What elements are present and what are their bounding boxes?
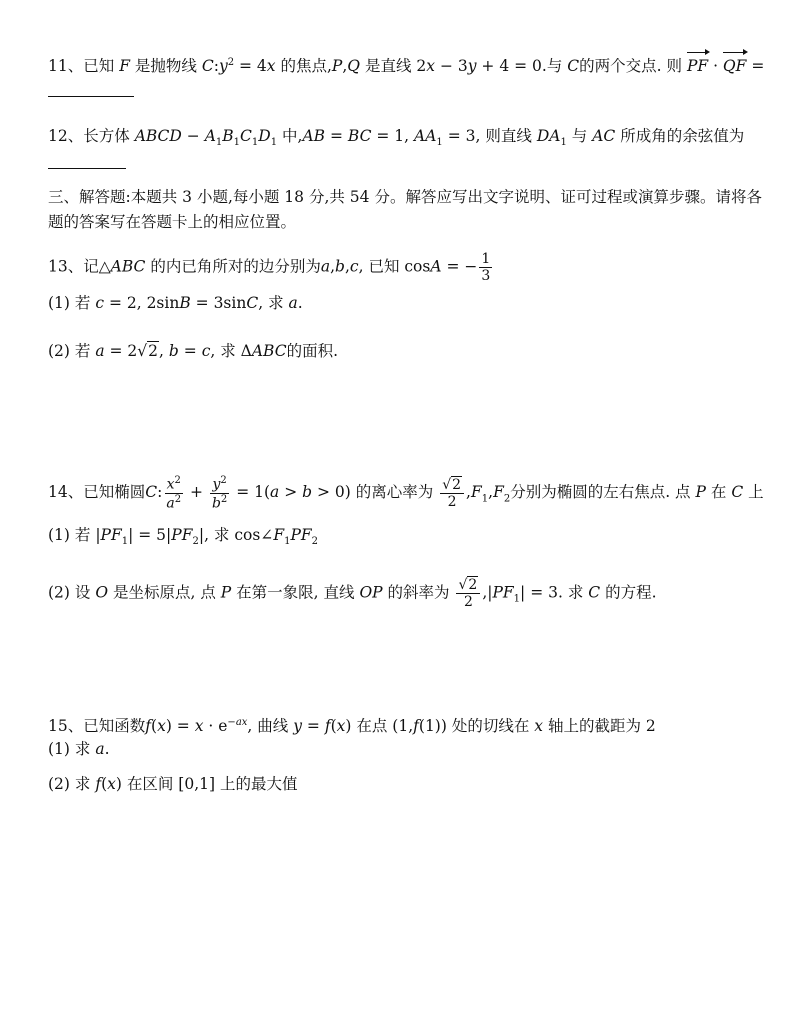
section3-instructions-line1: 三、解答题:本题共 3 小题,每小题 18 分,共 54 分。解答应写出文字说明、证可过程或演算步骤。请将各 bbox=[48, 188, 762, 206]
q15-stem: 15、已知函数$f(x) = x \cdot e^{-ax}$, 曲线 y = f(x) 在点 (1,f(1)) 处的切线在 x 轴上的截距为 2 bbox=[48, 717, 656, 736]
q12-stem: 12、长方体 ABCD − $A_1B_1C_1D_1$ 中,AB = BC = 1, $AA_1 = 3$, 则直线 $DA_1$ 与 AC 所成角的余弦值为 bbox=[48, 127, 745, 149]
q13-stem: 13、记△ABC 的内已角所对的边分别为a,b,c, 已知 cosA = − $\frac{1}{3}$ bbox=[48, 251, 491, 284]
q14-part1: (1) 若 $|PF_1| = 5|PF_2|$, 求 $\cos\angle F_1PF_2$ bbox=[48, 526, 319, 548]
fraction-one-third: $\frac{1}{3}$ bbox=[481, 251, 491, 284]
q11-answer-blank[interactable] bbox=[48, 96, 134, 97]
q12-answer-blank[interactable] bbox=[48, 168, 126, 169]
q15-part2: (2) 求 f(x) 在区间 [0,1] 上的最大值 bbox=[48, 775, 298, 793]
q15-part1: (1) 求 a. bbox=[48, 740, 110, 758]
q11-stem: 11、已知 F 是抛物线 $C:y^2 = 4x$ 的焦点,P,Q 是直线 2x − 3y + 4 = 0.与 C的两个交点. 则 PF · QF = bbox=[48, 57, 765, 76]
q14-part2: (2) 设 O 是坐标原点, 点 P 在第一象限, 直线 OP 的斜率为 $\frac{√2}{2}$ $,|PF_1| = 3$. 求 C 的方程. bbox=[48, 577, 657, 610]
section3-instructions-line2: 题的答案写在答题卡上的相应位置。 bbox=[48, 213, 297, 231]
q14-stem: 14、已知椭圆C: $\frac{x^2}{a^2}$ + $\frac{y^2}{b^2}$ = 1(a > b > 0) 的离心率为 $\frac{√2}{2}$ $,F_1,F_2$分别为椭圆的左右焦点. 点 P 在 C 上 bbox=[48, 475, 764, 512]
fraction-sqrt2-over-2: $\frac{√2}{2}$ bbox=[440, 478, 464, 509]
vector-QF: QF bbox=[722, 57, 747, 76]
q13-part1: (1) 若 c = 2, 2sinB = 3sinC, 求 a. bbox=[48, 294, 303, 312]
vector-PF: PF bbox=[686, 57, 709, 76]
q13-part2: (2) 若 a = 2√2, b = c, 求 ΔABC的面积. bbox=[48, 342, 339, 360]
